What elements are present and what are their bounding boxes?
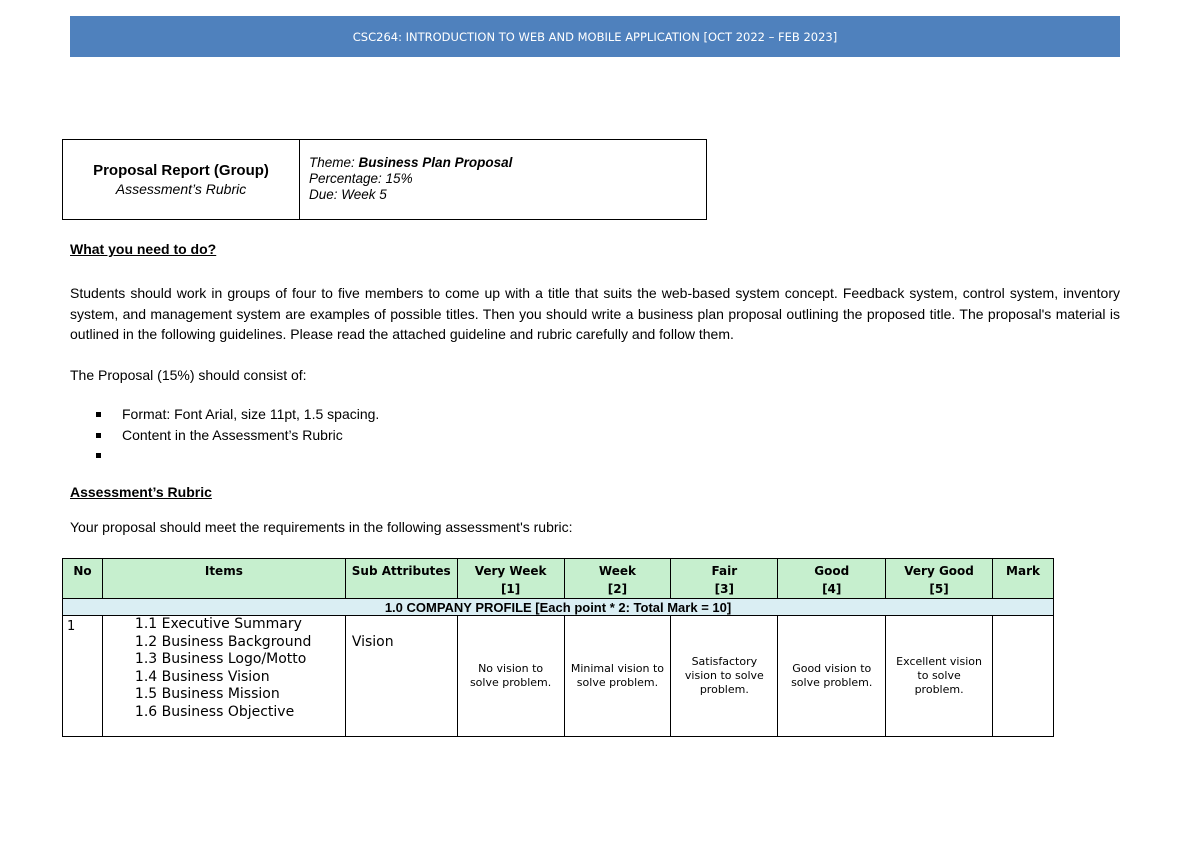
column-header-week: Week [2]: [564, 559, 671, 599]
todo-heading: What you need to do?: [70, 241, 217, 257]
report-subtitle: Assessment’s Rubric: [115, 181, 247, 197]
due-line: Due: Week 5: [309, 187, 387, 202]
column-header-no: No: [63, 559, 103, 599]
column-header-items: Items: [102, 559, 345, 599]
column-header-good: Good [4]: [778, 559, 886, 599]
theme-label: Theme:: [309, 155, 359, 170]
column-header-very-week: Very Week [1]: [457, 559, 564, 599]
document-header-band: [70, 16, 1120, 57]
section-title: 1.0 COMPANY PROFILE [Each point * 2: Total Mark = 10]: [63, 599, 1054, 616]
item-line: 1.1 Executive Summary: [134, 616, 302, 632]
item-line: 1.3 Business Logo/Motto: [134, 651, 307, 667]
title-box-left: [63, 140, 300, 219]
table-row: [63, 616, 1054, 737]
item-line: 1.2 Business Background: [134, 633, 312, 650]
item-line: 1.5 Business Mission: [134, 686, 280, 702]
descriptor-good: Good vision to solve problem.: [778, 616, 886, 737]
theme-line: [309, 155, 512, 171]
item-line: 1.4 Business Vision: [134, 668, 270, 685]
descriptor-very-week: No vision to solve problem.: [457, 616, 564, 737]
consist-line: The Proposal (15%) should consist of:: [70, 367, 307, 383]
list-item: Content in the Assessment’s Rubric: [96, 425, 379, 446]
requirements-list: [96, 404, 379, 466]
row-number: 1: [63, 616, 103, 737]
assignment-title-box: [62, 139, 707, 220]
column-header-mark: Mark: [993, 559, 1054, 599]
descriptor-week: Minimal vision to solve problem.: [564, 616, 671, 737]
sub-attribute-cell: Vision: [345, 616, 457, 737]
rubric-intro: Your proposal should meet the requirements in the following assessment's rubric:: [70, 519, 573, 535]
rubric-heading: Assessment’s Rubric: [70, 484, 212, 500]
title-box-details: [300, 140, 512, 219]
column-header-very-good: Very Good [5]: [886, 559, 993, 599]
percentage-line: Percentage: 15%: [309, 171, 413, 186]
item-line: 1.6 Business Objective: [134, 703, 295, 720]
rubric-table: [62, 558, 1054, 737]
todo-paragraph: Students should work in groups of four to five members to come up with a title that suits the web-based system concept. Feedback system, control system, inventory system, and management system are examples of possible titles. Then you should write a business plan proposal outlining the proposed title. The proposal's material is outlined in the following guidelines. Please read the attached guideline and rubric carefully and follow them.: [70, 285, 1120, 342]
mark-cell[interactable]: [993, 616, 1054, 737]
column-header-sub-attributes: Sub Attributes: [345, 559, 457, 599]
column-header-fair: Fair [3]: [671, 559, 778, 599]
rubric-section-row: [63, 599, 1054, 616]
course-title: CSC264: INTRODUCTION TO WEB AND MOBILE APPLICATION [OCT 2022 – FEB 2023]: [352, 29, 838, 44]
items-cell: [102, 616, 345, 737]
descriptor-very-good: Excellent vision to solve problem.: [886, 616, 993, 737]
descriptor-fair: Satisfactory vision to solve problem.: [671, 616, 778, 737]
list-item: Format: Font Arial, size 11pt, 1.5 spacing.: [96, 404, 379, 425]
theme-value: Business Plan Proposal: [358, 155, 513, 170]
list-item: [96, 445, 379, 466]
rubric-header-row: [63, 559, 1054, 599]
report-title: Proposal Report (Group): [93, 162, 269, 179]
